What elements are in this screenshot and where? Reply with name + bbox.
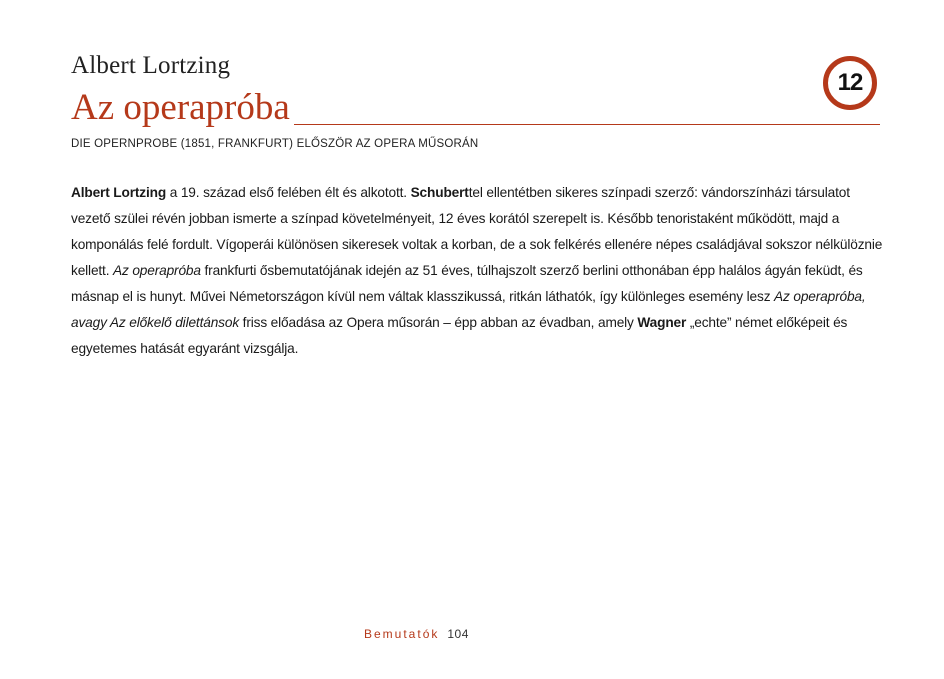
footer-section-label: Bemutatók <box>364 627 440 641</box>
body-text: „echte” német előképeit és egyetemes hatását egyaránt vizsgálja. <box>71 315 848 356</box>
opera-title-italic: Az operapróba <box>113 263 201 278</box>
page-title: Az operapróba <box>71 88 294 128</box>
opera-full-title-italic: Az operapróba, avagy Az előkelő dilettánsok <box>71 289 866 330</box>
title-row <box>71 88 880 128</box>
page-subtitle: DIE OPERNPROBE (1851, FRANKFURT) ELŐSZÖR AZ OPERA MŰSORÁN <box>71 138 479 150</box>
body-text: tel ellentétben sikeres színpadi szerző: vándorszínházi társulatot vezető szülei révén jobban ismerte a színpad követelményeit, 12 éves korától szerepelt is. Később tenoristaként működött, majd a komponálás felé fordult. Vígoperái különösen sikeresek voltak a korban, de a sok felkérés ellenére népes családjával sokszor nélkülöznie kellett. <box>71 185 883 278</box>
body-text: a 19. század első felében élt és alkotott. <box>166 185 411 200</box>
schubert-bold: Schubert <box>410 185 469 200</box>
number-badge: 12 <box>823 56 877 110</box>
wagner-bold: Wagner <box>637 315 687 330</box>
composer-name: Albert Lortzing <box>71 52 231 79</box>
page-number: 104 <box>447 627 469 641</box>
body-text: friss előadása az Opera műsorán – épp abban az évadban, amely <box>239 315 638 330</box>
body-text: frankfurti ősbemutatójának idején az 51 éves, túlhajszolt szerző berlini otthonában épp halálos ágyán feküdt, és másnap el is hunyt. Művei Németországon kívül nem váltak klasszikussá, ritkán láthatók, így különleges esemény lesz <box>71 263 863 304</box>
composer-bold: Albert Lortzing <box>71 185 167 200</box>
body-paragraph <box>71 180 883 362</box>
page-footer <box>364 627 469 641</box>
